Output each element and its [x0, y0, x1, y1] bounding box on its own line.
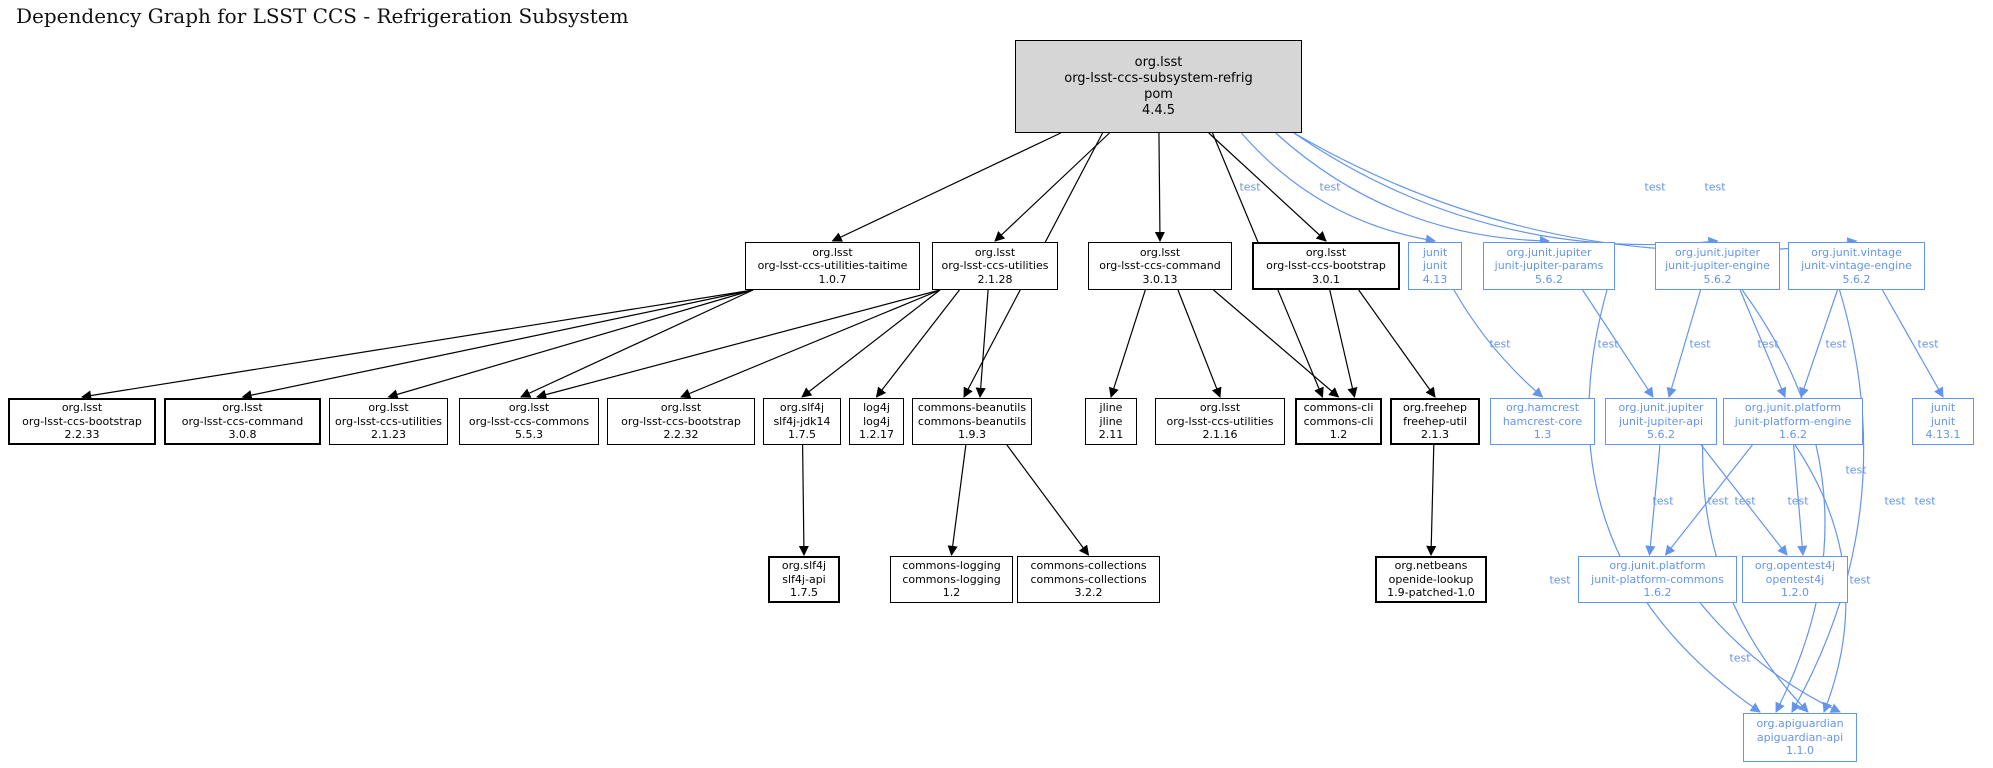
- node-text-line: 2.2.33: [64, 428, 100, 442]
- edge-beanutils-to-ccollections: [1007, 445, 1089, 555]
- node-text-line: 5.6.2: [1647, 428, 1675, 442]
- node-text-line: junit: [1422, 259, 1448, 273]
- node-text-line: org.slf4j: [781, 559, 827, 573]
- node-text-line: junit: [1930, 414, 1956, 428]
- node-text-line: commons-logging: [902, 559, 1001, 573]
- node-commons-beanutils-1.9.3: [912, 398, 1032, 445]
- node-commons-logging-1.2: [890, 556, 1013, 603]
- node-text-line: org-lsst-ccs-utilities-taitime: [757, 259, 908, 273]
- node-log4j-1.2.17: [849, 398, 904, 445]
- node-text-line: commons-cli: [1303, 401, 1374, 415]
- edge-label-test: test: [1734, 494, 1756, 508]
- edge-label-test: test: [1652, 494, 1674, 508]
- node-jline-2.11: [1085, 398, 1137, 445]
- node-text-line: org.junit.jupiter: [1618, 401, 1704, 415]
- node-text-line: 1.2.17: [859, 428, 894, 442]
- node-text-line: org.lsst: [222, 401, 263, 415]
- node-text-line: apiguardian-api: [1756, 730, 1844, 744]
- edge-util2128-to-slf4jdk: [802, 290, 940, 397]
- node-text-line: commons-beanutils: [917, 414, 1027, 428]
- node-text-line: 1.7.5: [790, 586, 818, 600]
- node-text-line: junit-vintage-engine: [1801, 259, 1912, 273]
- edge-taitime-to-cmd308: [243, 290, 754, 397]
- node-text-line: org-lsst-ccs-commons: [468, 414, 590, 428]
- node-text-line: org.junit.platform: [1609, 559, 1706, 573]
- node-text-line: org.freehep: [1403, 401, 1467, 415]
- node-text-line: slf4j-jdk14: [773, 414, 831, 428]
- edge-util2128-to-boot2232: [681, 290, 940, 397]
- node-text-line: org-lsst-ccs-bootstrap: [621, 414, 741, 428]
- node-text-line: junit-platform-commons: [1591, 572, 1724, 586]
- node-text-line: 1.2: [942, 586, 961, 600]
- node-openide-lookup-1.9-patched-1.0: [1375, 556, 1487, 603]
- edge-root-to-taitime: [833, 133, 1061, 241]
- node-text-line: org-lsst-ccs-command: [181, 414, 304, 428]
- edge-label-test: test: [1729, 651, 1751, 665]
- node-text-line: junit-jupiter-api: [1618, 414, 1704, 428]
- node-text-line: org.lsst: [812, 245, 853, 259]
- node-text-line: junit-jupiter-params: [1494, 259, 1604, 273]
- node-text-line: 1.2.0: [1781, 586, 1809, 600]
- node-text-line: org.apiguardian: [1756, 717, 1844, 731]
- edge-root-to-vintage: [1294, 133, 1857, 251]
- node-text-line: pom: [1144, 86, 1173, 102]
- edge-root-to-cmd3013: [1159, 133, 1160, 241]
- node-text-line: freehep-util: [1403, 414, 1467, 428]
- node-text-line: org.hamcrest: [1505, 401, 1580, 415]
- edge-label-test: test: [1319, 180, 1341, 194]
- node-text-line: 5.6.2: [1703, 272, 1732, 286]
- node-text-line: commons-beanutils: [917, 401, 1027, 415]
- node-text-line: commons-collections: [1030, 559, 1147, 573]
- node-text-line: 1.3: [1533, 428, 1552, 442]
- node-text-line: jline: [1099, 401, 1123, 415]
- node-text-line: 2.1.23: [371, 428, 406, 442]
- node-text-line: org.junit.jupiter: [1506, 245, 1592, 259]
- node-org-lsst-ccs-subsystem-refrig-4.4.5: [1015, 40, 1302, 133]
- node-text-line: commons-cli: [1303, 414, 1374, 428]
- node-text-line: junit-jupiter-engine: [1665, 259, 1770, 273]
- node-junit-4.13.1: [1912, 398, 1974, 445]
- node-text-line: log4j: [863, 401, 890, 415]
- node-text-line: commons-collections: [1030, 572, 1147, 586]
- edge-cmd3013-to-ccli: [1214, 290, 1339, 397]
- node-org-lsst-ccs-utilities-taitime-1.0.7: [745, 242, 920, 290]
- node-text-line: org.junit.platform: [1744, 401, 1842, 415]
- node-junit-platform-engine-1.6.2: [1723, 398, 1863, 445]
- node-text-line: 3.0.13: [1142, 272, 1178, 286]
- node-text-line: 5.5.3: [515, 428, 543, 442]
- node-opentest4j-1.2.0: [1742, 556, 1848, 603]
- node-org-lsst-ccs-commons-5.5.3: [459, 398, 599, 445]
- edge-beanutils-to-clogging: [952, 445, 966, 555]
- node-org-lsst-ccs-bootstrap-2.2.33: [8, 398, 156, 445]
- edge-label-test: test: [1825, 337, 1847, 351]
- node-text-line: 3.2.2: [1074, 586, 1103, 600]
- node-org-lsst-ccs-command-3.0.8: [164, 398, 321, 445]
- edge-label-test: test: [1884, 494, 1906, 508]
- node-text-line: 1.0.7: [818, 272, 847, 286]
- node-text-line: org.lsst: [660, 401, 702, 415]
- node-text-line: 3.0.8: [228, 428, 257, 442]
- node-junit-jupiter-params-5.6.2: [1483, 242, 1615, 290]
- edge-taitime-to-boot2233: [82, 290, 753, 397]
- node-org-lsst-ccs-command-3.0.13: [1088, 242, 1232, 290]
- node-org-lsst-ccs-utilities-2.1.23: [329, 398, 448, 445]
- node-text-line: org.slf4j: [779, 401, 825, 415]
- edge-label-test: test: [1704, 180, 1726, 194]
- node-text-line: org.lsst: [974, 245, 1016, 259]
- node-junit-jupiter-engine-5.6.2: [1655, 242, 1780, 290]
- edge-freehep-to-openide: [1431, 445, 1434, 555]
- node-text-line: org.lsst: [1305, 245, 1347, 259]
- node-text-line: org-lsst-ccs-utilities: [335, 414, 442, 428]
- node-text-line: org.junit.jupiter: [1674, 245, 1761, 259]
- node-text-line: commons-logging: [902, 572, 1001, 586]
- node-text-line: org.junit.vintage: [1811, 245, 1902, 259]
- node-org-lsst-ccs-bootstrap-2.2.32: [607, 398, 755, 445]
- node-text-line: 3.0.1: [1312, 272, 1340, 286]
- node-commons-cli-1.2: [1295, 398, 1382, 445]
- edge-root-to-util2128: [995, 133, 1109, 241]
- node-commons-collections-3.2.2: [1017, 556, 1160, 603]
- node-org-lsst-ccs-utilities-2.1.16: [1155, 398, 1285, 445]
- edge-taitime-to-commons553: [521, 290, 753, 397]
- node-text-line: junit: [1930, 401, 1956, 415]
- node-text-line: org-lsst-ccs-bootstrap: [1266, 259, 1386, 273]
- edge-util2128-to-commons553: [537, 290, 940, 397]
- node-text-line: 1.6.2: [1779, 428, 1807, 442]
- edge-cmd3013-to-jline: [1111, 290, 1145, 397]
- node-text-line: junit: [1422, 245, 1448, 259]
- node-text-line: org-lsst-ccs-command: [1099, 259, 1221, 273]
- edge-label-test: test: [1845, 463, 1867, 477]
- node-junit-jupiter-api-5.6.2: [1605, 398, 1717, 445]
- node-text-line: 5.6.2: [1535, 272, 1563, 286]
- edge-util2128-to-log4j: [877, 290, 960, 397]
- edge-root-to-boot301: [1209, 133, 1326, 241]
- node-text-line: opentest4j: [1765, 572, 1825, 586]
- edge-label-test: test: [1917, 337, 1939, 351]
- node-junit-4.13: [1408, 242, 1462, 290]
- node-text-line: 2.2.32: [663, 428, 699, 442]
- node-text-line: org.lsst: [1199, 401, 1241, 415]
- edge-cmd3013-to-util2116: [1178, 290, 1220, 397]
- node-text-line: 4.13.1: [1925, 428, 1961, 442]
- node-text-line: org-lsst-ccs-bootstrap: [22, 414, 142, 428]
- node-text-line: 1.1.0: [1786, 744, 1814, 758]
- node-apiguardian-api-1.1.0: [1743, 713, 1857, 762]
- node-text-line: 1.9.3: [958, 428, 986, 442]
- edge-label-test: test: [1239, 180, 1261, 194]
- node-org-lsst-ccs-bootstrap-3.0.1: [1252, 242, 1400, 290]
- edge-label-test: test: [1549, 573, 1571, 587]
- node-text-line: org.lsst: [1139, 245, 1181, 259]
- edge-label-test: test: [1787, 494, 1809, 508]
- node-text-line: slf4j-api: [782, 572, 826, 586]
- edge-label-test: test: [1689, 337, 1711, 351]
- node-slf4j-jdk14-1.7.5: [763, 398, 841, 445]
- node-text-line: 4.13: [1422, 272, 1448, 286]
- edge-util2128-to-beanutils: [980, 290, 988, 397]
- node-text-line: 2.1.3: [1421, 428, 1449, 442]
- node-text-line: org-lsst-ccs-subsystem-refrig: [1064, 70, 1253, 86]
- node-org-lsst-ccs-utilities-2.1.28: [932, 242, 1058, 290]
- edge-root-to-params: [1276, 133, 1549, 241]
- node-hamcrest-core-1.3: [1490, 398, 1595, 445]
- node-freehep-util-2.1.3: [1390, 398, 1480, 445]
- node-text-line: 2.1.16: [1202, 428, 1238, 442]
- node-junit-vintage-engine-5.6.2: [1788, 242, 1925, 290]
- edge-label-test: test: [1849, 573, 1871, 587]
- node-junit-platform-commons-1.6.2: [1578, 556, 1737, 603]
- edge-slf4jdk-to-slf4japi: [803, 445, 804, 555]
- node-text-line: org.lsst: [61, 401, 103, 415]
- node-slf4j-api-1.7.5: [768, 556, 840, 603]
- node-text-line: 1.7.5: [788, 428, 816, 442]
- edge-label-test: test: [1707, 494, 1729, 508]
- edge-label-test: test: [1757, 337, 1779, 351]
- node-text-line: jline: [1099, 414, 1123, 428]
- node-text-line: org.lsst: [1134, 54, 1183, 70]
- node-text-line: openide-lookup: [1388, 572, 1474, 586]
- edge-taitime-to-util2123: [389, 290, 754, 397]
- node-text-line: org.lsst: [368, 401, 409, 415]
- edge-label-test: test: [1644, 180, 1666, 194]
- node-text-line: org.opentest4j: [1754, 559, 1836, 573]
- edge-boot301-to-freehep: [1359, 290, 1435, 397]
- node-text-line: 1.9-patched-1.0: [1387, 586, 1475, 600]
- node-text-line: hamcrest-core: [1502, 414, 1583, 428]
- node-text-line: 5.6.2: [1842, 272, 1871, 286]
- node-text-line: org-lsst-ccs-utilities: [1166, 414, 1274, 428]
- node-text-line: org-lsst-ccs-utilities: [941, 259, 1049, 273]
- node-text-line: 2.1.28: [977, 272, 1013, 286]
- edge-label-test: test: [1489, 337, 1511, 351]
- node-text-line: junit-platform-engine: [1734, 414, 1852, 428]
- node-text-line: org.lsst: [508, 401, 550, 415]
- edge-boot301-to-ccli: [1330, 290, 1355, 397]
- node-text-line: 1.6.2: [1643, 586, 1672, 600]
- graph-title: Dependency Graph for LSST CCS - Refrigeration Subsystem: [16, 4, 629, 28]
- edge-label-test: test: [1597, 337, 1619, 351]
- node-text-line: org.netbeans: [1394, 559, 1468, 573]
- node-text-line: 2.11: [1098, 428, 1124, 442]
- edge-label-test: test: [1914, 494, 1936, 508]
- node-text-line: 4.4.5: [1141, 102, 1176, 118]
- node-text-line: log4j: [863, 414, 890, 428]
- node-text-line: 1.2: [1329, 428, 1348, 442]
